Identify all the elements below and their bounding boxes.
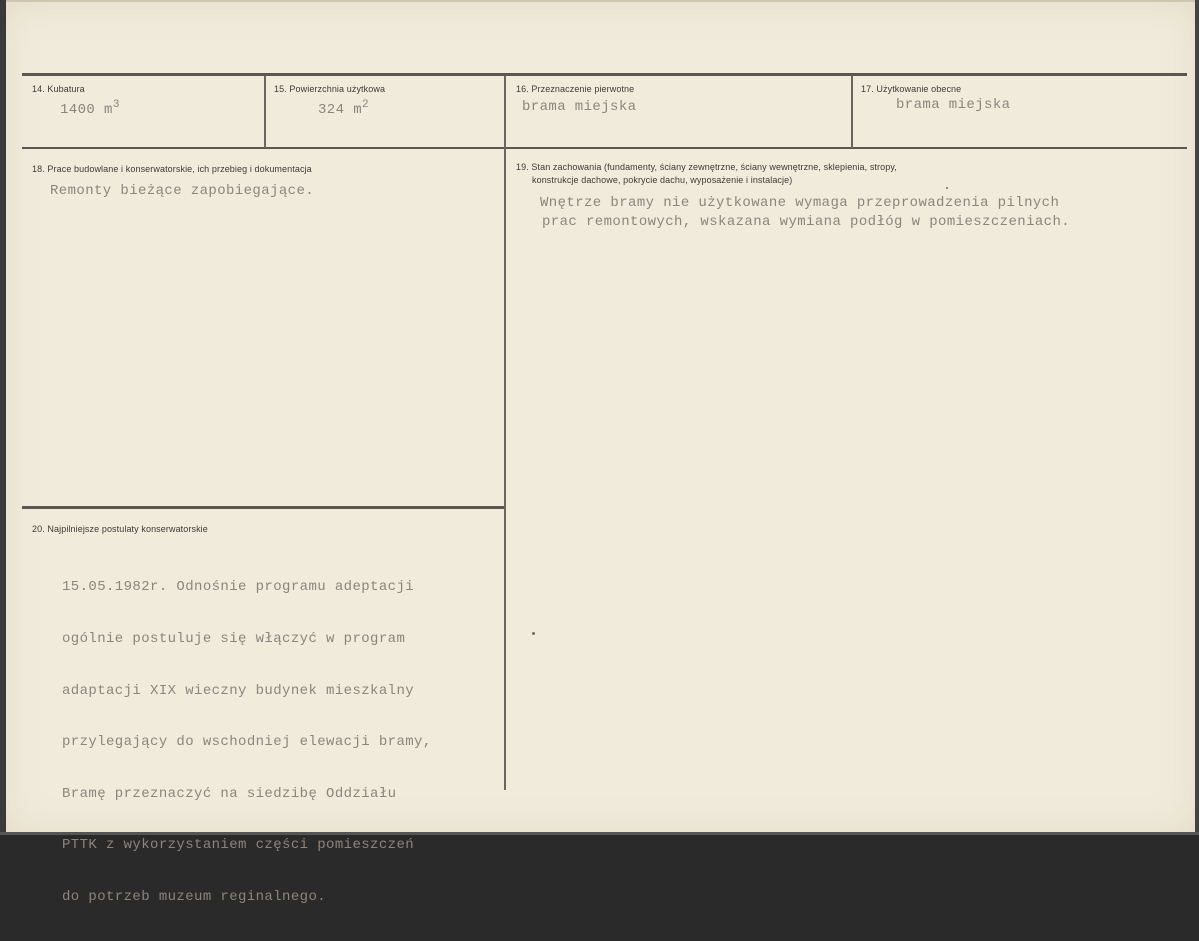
field-16-label: 16. Przeznaczenie pierwotne: [516, 84, 635, 94]
ink-speck: [532, 632, 535, 635]
field-16-value: brama miejska: [522, 99, 637, 115]
field-15-value-text: 324 m: [318, 102, 363, 118]
field-15-unit-exponent: 2: [362, 99, 370, 111]
col-divider-16-17: [851, 76, 853, 148]
field-15-label: 15. Powierzchnia użytkowa: [274, 84, 386, 94]
ink-speck: [946, 187, 948, 189]
field-19-text-line2: prac remontowych, wskazana wymiana podłóg w pomieszczeniach.: [542, 214, 1071, 230]
field-19-label-line2: konstrukcje dachowe, pokrycie dachu, wyposażenie i instalacje): [532, 175, 793, 185]
field-18-label: 18. Prace budowlane i konserwatorskie, ich przebieg i dokumentacja: [32, 164, 312, 174]
row1-bottom-rule: [22, 147, 1187, 149]
field-14-value-text: 1400 m: [60, 102, 113, 118]
field-19-text-line1: Wnętrze bramy nie użytkowane wymaga przeprowadzenia pilnych: [540, 195, 1060, 211]
col-divider-14-15: [264, 76, 266, 148]
field-20-line: przylegający do wschodniej elewacji bramy,: [62, 734, 432, 751]
field-20-line: PTTK z wykorzystaniem części pomieszczeń: [62, 837, 415, 854]
field-20-text: [62, 545, 432, 941]
scan-edge-right: [1195, 0, 1199, 835]
field-20-line: Bramę przeznaczyć na siedzibę Oddziału: [62, 785, 397, 802]
top-rule: [22, 73, 1187, 76]
field-20-label: 20. Najpilniejsze postulaty konserwatorskie: [32, 524, 208, 534]
field-20-line: 15.05.1982r. Odnośnie programu adeptacji: [62, 579, 415, 596]
field-20-line: ogólnie postuluje się włączyć w program: [62, 631, 406, 648]
field-14-unit-exponent: 3: [112, 99, 120, 111]
field-15-value: [318, 99, 370, 118]
field-20-line: adaptacji XIX wieczny budynek mieszkalny: [62, 682, 415, 699]
scan-edge-left: [0, 0, 6, 835]
col-divider-15-16: [504, 76, 506, 790]
field-14-value: [60, 99, 120, 118]
field-17-value: brama miejska: [896, 97, 1011, 113]
section20-top-rule: [22, 506, 506, 509]
field-20-line: do potrzeb muzeum reginalnego.: [62, 889, 327, 906]
field-14-label: 14. Kubatura: [32, 84, 85, 94]
field-17-label: 17. Użytkowanie obecne: [861, 84, 962, 94]
field-18-value: Remonty bieżące zapobiegające.: [50, 183, 315, 199]
field-19-label: 19. Stan zachowania (fundamenty, ściany zewnętrzne, ściany wewnętrzne, sklepienia, stropy,: [516, 162, 897, 172]
